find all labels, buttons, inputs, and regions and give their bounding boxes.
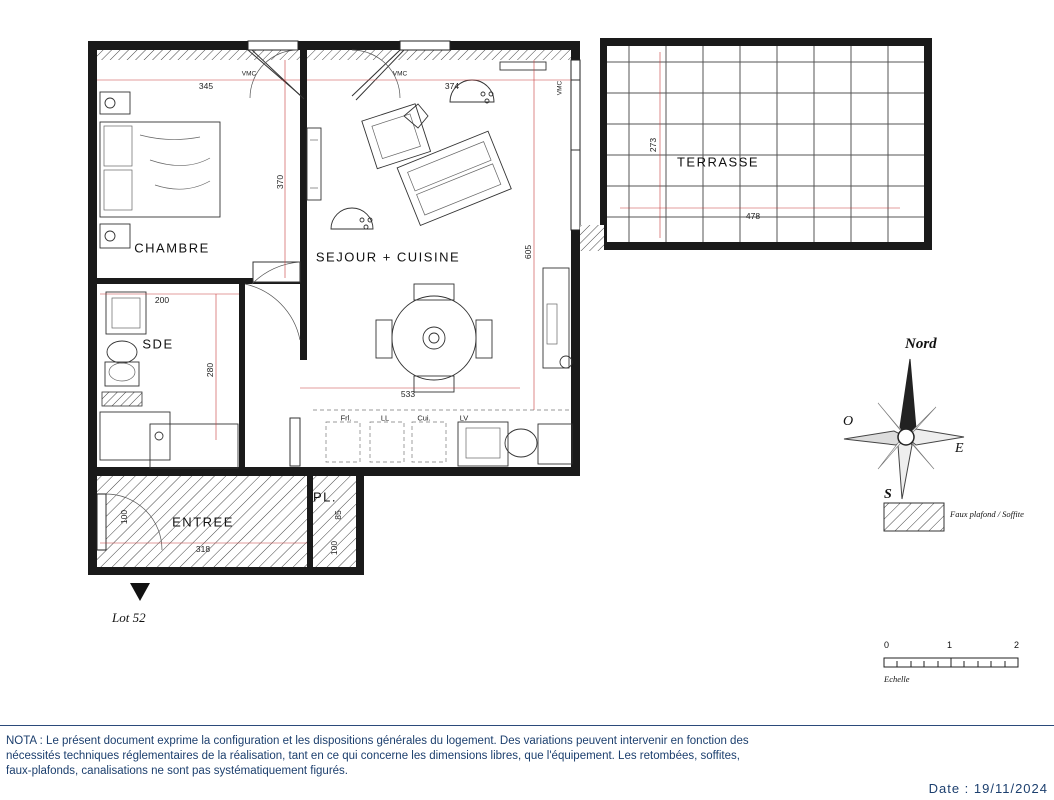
dimension-273: 273 <box>648 137 658 153</box>
dimension-374: 374 <box>444 81 460 91</box>
vmc-vmc: VMC <box>392 70 408 78</box>
dimension-318: 318 <box>195 544 211 554</box>
compass-west-label: O <box>843 414 854 429</box>
room-label-pl-: PL. <box>312 489 338 505</box>
nota-block <box>0 725 1054 800</box>
room-label-entree: ENTREE <box>172 514 234 530</box>
compass-rose <box>844 359 964 499</box>
scale-tick-2: 2 <box>1014 640 1020 650</box>
scale-caption: Echelle <box>884 674 910 684</box>
chambre-furniture <box>100 92 321 248</box>
vmc-vmc: VMC <box>241 70 257 78</box>
appliance-frl-: Frl. <box>340 413 352 423</box>
dimension-100: 100 <box>329 540 339 556</box>
dimension-100: 100 <box>119 509 129 525</box>
dimension-533: 533 <box>400 389 416 399</box>
room-label-terrasse: TERRASSE <box>676 154 760 170</box>
vmc-vmc: VMC <box>556 80 564 96</box>
dimension-605: 605 <box>523 244 533 260</box>
scale-bar <box>884 658 1018 667</box>
lot-label: Lot 52 <box>112 610 146 625</box>
dimension-478: 478 <box>745 211 761 221</box>
nota-line-1: NOTA : Le présent document exprime la configuration et les dispositions générales du logement. Des variations peuvent intervenir en fonction des <box>6 735 749 747</box>
entry-marker <box>130 583 150 601</box>
nota-line-2: nécessités techniques réglementaires de la réalisation, tant en ce qui concerne les dimensions libres, que l'équipement. Les retombées, soffites, <box>6 750 740 762</box>
scale-tick-0: 0 <box>884 640 890 650</box>
dimension-85: 85 <box>333 510 343 520</box>
room-label-sde: SDE <box>142 336 174 352</box>
compass-east-label: E <box>955 441 964 456</box>
compass-north-label: Nord <box>905 336 937 352</box>
dimension-370: 370 <box>275 174 285 190</box>
appliance-cui-: Cui. <box>417 413 431 423</box>
dimension-280: 280 <box>205 362 215 378</box>
appliance-ll: LL <box>380 413 390 423</box>
legend-swatch <box>884 503 944 531</box>
sde-furniture <box>100 292 238 468</box>
dimension-200: 200 <box>154 295 170 305</box>
compass-south-label: S <box>884 487 892 502</box>
room-label-sejour-cuisine: SEJOUR + CUISINE <box>315 249 461 265</box>
nota-line-3: faux-plafonds, canalisations ne sont pas systématiquement figurés. <box>6 765 348 777</box>
document-date: Date : 19/11/2024 <box>928 781 1048 796</box>
room-label-chambre: CHAMBRE <box>134 240 210 256</box>
legend-label: Faux plafond / Soffite <box>950 509 1024 519</box>
appliance-lv: LV <box>459 413 469 423</box>
dimension-345: 345 <box>198 81 214 91</box>
scale-tick-1: 1 <box>947 640 953 650</box>
